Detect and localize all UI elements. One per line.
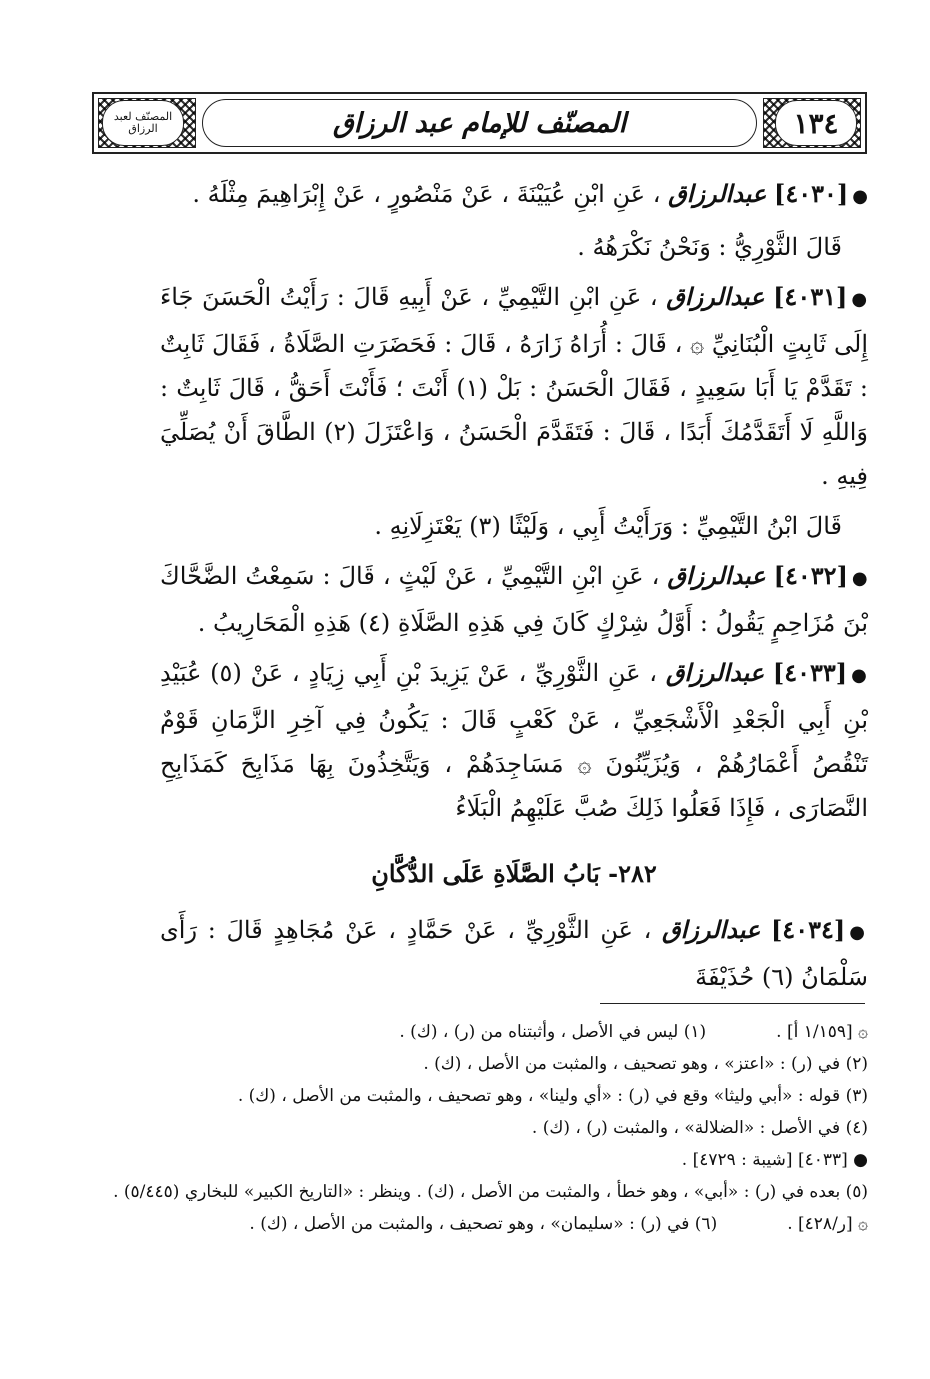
bullet-icon: ● xyxy=(849,922,868,943)
footnote: (٦) في (ر) : «سليمان» ، وهو تصحيف ، والمثبت من الأصل ، (ك) . xyxy=(249,1214,718,1234)
narrator: عبدالرزاق xyxy=(668,179,767,208)
narrator: عبدالرزاق xyxy=(662,915,761,944)
page-header xyxy=(92,92,867,154)
footnote-divider xyxy=(600,1003,865,1004)
footnote: (٤) في الأصل : «الضلالة» ، والمثبت (ر) ، (ك) . xyxy=(531,1118,868,1138)
footnote: (٢) في (ر) : «اعتز» ، وهو تصحيف ، والمثبت من الأصل ، (ك) . xyxy=(423,1054,868,1074)
source-reference: ● [٤٠٣٣] [شيبة : ٤٧٢٩] . xyxy=(681,1150,868,1170)
hadith-4033 xyxy=(160,651,868,830)
hadith-text: ، عَنِ ابْنِ التَّيْمِيِّ ، عَنْ لَيْثٍ ، قَالَ : سَمِعْتُ الضَّحَّاكَ بْنَ مُزَاحِمٍ يَقُولُ : أَوَّلُ شِرْكٍ كَانَ فِي هَذِهِ الصَّلَاةِ (٤) هَذِهِ الْمَحَارِيبُ . xyxy=(160,562,868,637)
hadith-number: [٤٠٣١] xyxy=(773,282,848,311)
bullet-icon: ● xyxy=(851,665,868,686)
footnote-row xyxy=(56,1208,868,1240)
hadith-text: ، عَنِ ابْنِ التَّيْمِيِّ ، عَنْ أَبِيهِ قَالَ : رَأَيْتُ الْحَسَنَ جَاءَ إِلَى ثَابِتٍ الْبُنَانِيِّ ۞ ، قَالَ : أُرَاهُ زَارَهُ ، قَالَ : فَحَضَرَتِ الصَّلَاةُ ، فَقَالَ ثَابِتٌ : تَقَدَّمْ يَا أَبَا سَعِيدٍ ، فَقَالَ الْحَسَنُ : بَلْ (١) أَنْتَ ؛ فَأَنْتَ أَحَقُّ ، قَالَ ثَابِتٌ : وَاللَّهِ لَا أَتَقَدَّمُكَ أَبَدًا ، قَالَ : فَتَقَدَّمَ الْحَسَنُ ، وَاعْتَزَلَ (٢) الطَّاقَ أَنْ يُصَلِّيَ فِيهِ . xyxy=(160,283,868,490)
footnotes xyxy=(56,1016,868,1240)
hadith-number: [٤٠٣٠] xyxy=(774,179,849,208)
page-number: ١٣٤ xyxy=(775,100,857,146)
bullet-icon: ● xyxy=(851,568,869,589)
bullet-icon: ● xyxy=(851,289,868,310)
footnote: (٣) قوله : «أبي وليثا» وقع في (ر) : «أي ولينا» ، وهو تصحيف ، والمثبت من الأصل ، (ك) . xyxy=(237,1086,868,1106)
running-title: المصنّف للإمام عبد الرزاق xyxy=(202,99,757,147)
main-text xyxy=(160,172,868,1005)
hadith-comment: قَالَ الثَّوْرِيُّ : وَنَحْنُ نَكْرَهُهُ . xyxy=(577,233,842,261)
hadith-number: [٤٠٣٤] xyxy=(770,915,846,944)
bullet-icon: ● xyxy=(852,186,868,207)
margin-reference: ۞ [ر/٤٢٨] . xyxy=(787,1214,868,1234)
narrator: عبدالرزاق xyxy=(665,658,765,687)
hadith-4034 xyxy=(160,908,868,999)
margin-reference: ۞ [١/١٥٩ أ] . xyxy=(776,1022,868,1042)
hadith-text: ، عَنِ الثَّوْرِيِّ ، عَنْ يَزِيدَ بْنِ أَبِي زِيَادٍ ، عَنْ (٥) عُبَيْدِ بْنِ أَبِي الْجَعْدِ الْأَشْجَعِيِّ ، عَنْ كَعْبٍ قَالَ : يَكُونُ فِي آخِرِ الزَّمَانِ قَوْمٌ تَنْقُصُ أَعْمَارُهُمْ ، وَيُزَيِّنُونَ ۞ مَسَاجِدَهُمْ ، وَيَتَّخِذُونَ بِهَا مَذَابِحَ كَمَذَابِحِ النَّصَارَى ، فَإِذَا فَعَلُوا ذَلِكَ صُبَّ عَلَيْهِمُ الْبَلَاءُ xyxy=(160,659,868,822)
footnote-row xyxy=(56,1016,868,1048)
hadith-4031 xyxy=(160,275,868,498)
narrator: عبدالرزاق xyxy=(667,561,766,590)
book-emblem: المصنّف لعبد الرزاق xyxy=(102,100,184,146)
hadith-4030 xyxy=(160,172,868,219)
hadith-text: ، عَنِ ابْنِ عُيَيْنَةَ ، عَنْ مَنْصُورٍ ، عَنْ إِبْرَاهِيمَ مِثْلَهُ . xyxy=(192,180,661,208)
narrator: عبدالرزاق xyxy=(666,282,765,311)
hadith-4032 xyxy=(160,554,868,645)
hadith-number: [٤٠٣٢] xyxy=(773,561,848,590)
hadith-number: [٤٠٣٣] xyxy=(772,658,848,687)
chapter-heading: ٢٨٢- بَابُ الصَّلَاةِ عَلَى الدُّكَّانِ xyxy=(371,859,657,888)
hadith-text: ، عَنِ الثَّوْرِيِّ ، عَنْ حَمَّادٍ ، عَنْ مُجَاهِدٍ قَالَ : رَأَى سَلْمَانُ (٦) حُذَيْفَةَ xyxy=(160,916,868,991)
footnote: (٥) بعده في (ر) : «أبي» ، وهو خطأ ، والمثبت من الأصل ، (ك) . وينظر : «التاريخ الكبير» للبخاري (٥/٤٤٥) . xyxy=(113,1182,868,1202)
footnote: (١) ليس في الأصل ، وأثبتناه من (ر) ، (ك) . xyxy=(399,1022,707,1042)
hadith-comment: قَالَ ابْنُ التَّيْمِيِّ : وَرَأَيْتُ أَبِي ، وَلَيْثًا (٣) يَعْتَزِلَانِهِ . xyxy=(374,512,842,540)
